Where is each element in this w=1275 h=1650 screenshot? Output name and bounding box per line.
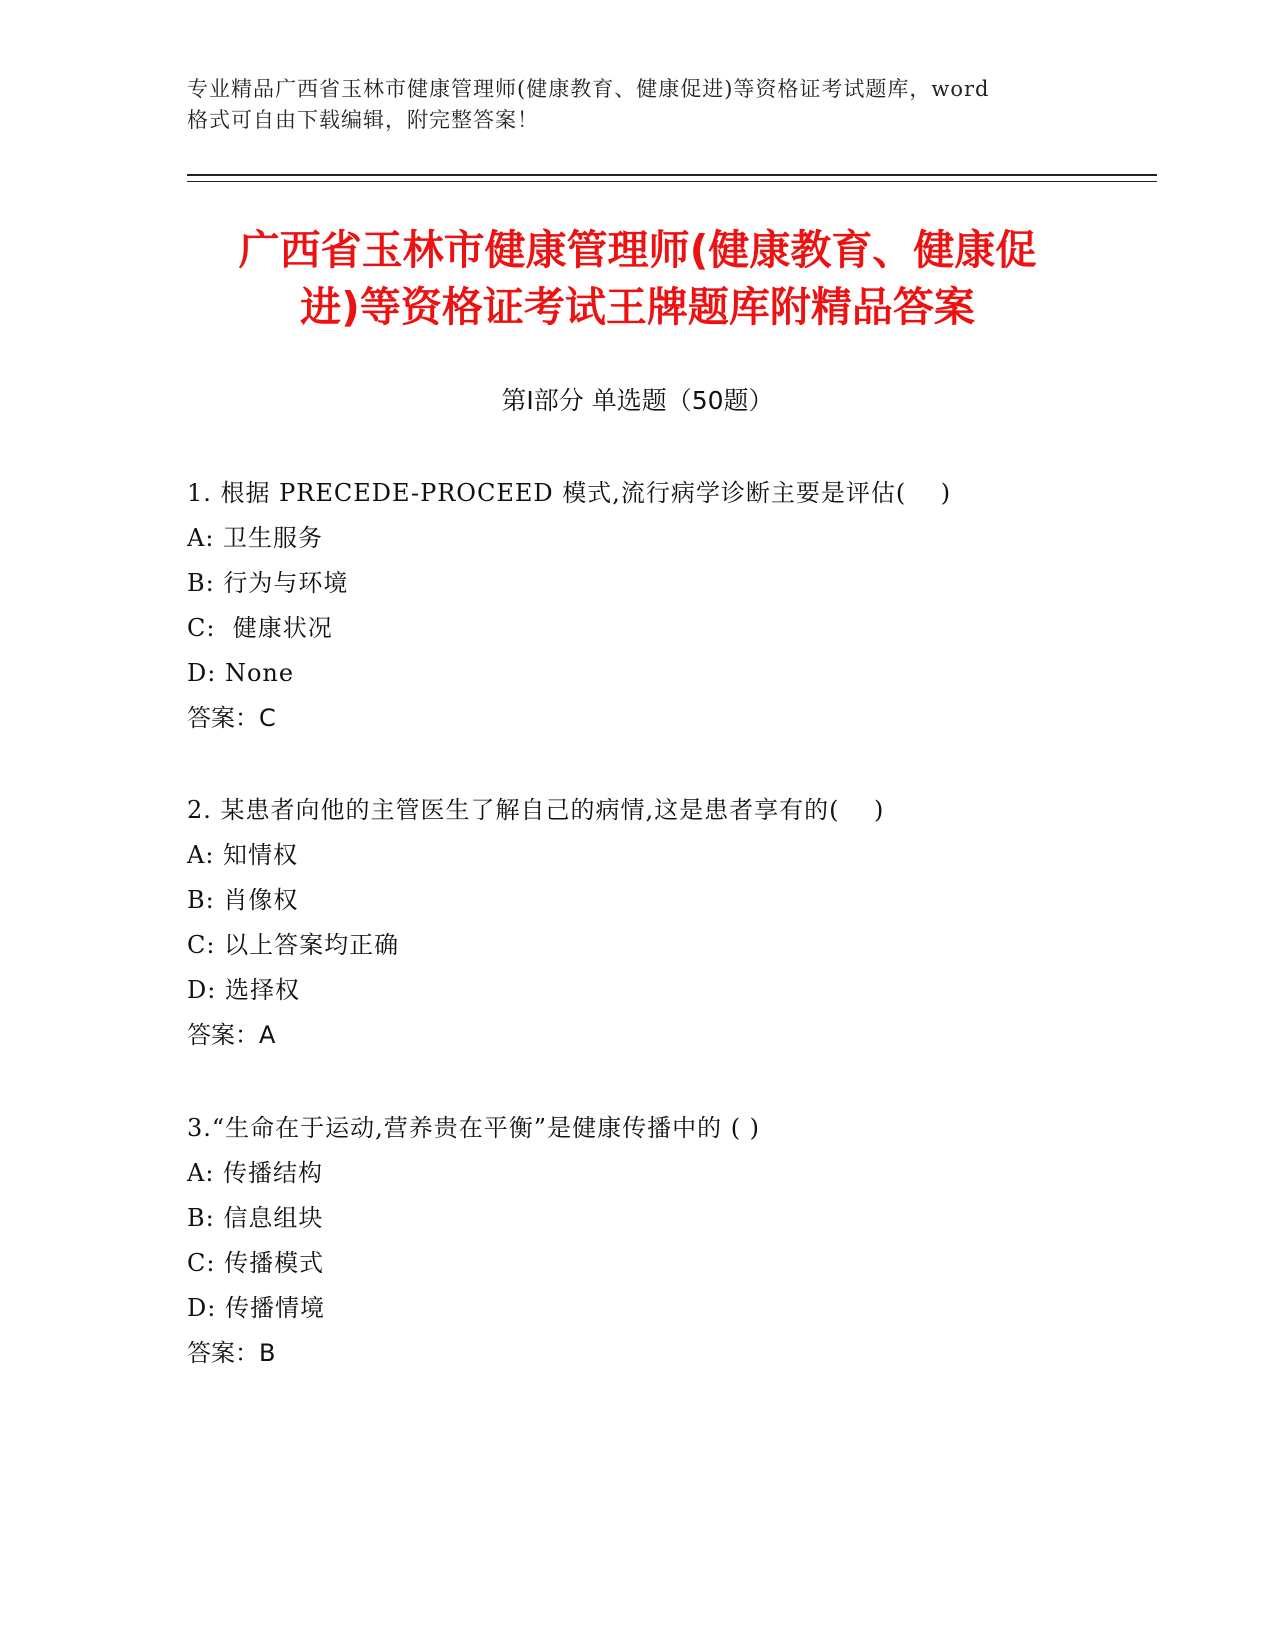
option-a: A: 知情权 <box>187 841 299 869</box>
option-d: D: 选择权 <box>187 976 300 1004</box>
document-title <box>150 222 1125 336</box>
option-c: C: 健康状况 <box>187 614 333 642</box>
question-stem: 2. 某患者向他的主管医生了解自己的病情,这是患者享有的( ) <box>187 796 885 824</box>
header-note <box>187 74 1087 136</box>
option-d: D: None <box>187 659 295 687</box>
answer: 答案：C <box>187 704 276 732</box>
option-c: C: 以上答案均正确 <box>187 931 400 959</box>
answer: 答案：B <box>187 1339 276 1367</box>
option-b: B: 信息组块 <box>187 1204 324 1232</box>
header-note-line-2: 格式可自由下载编辑，附完整答案！ <box>187 108 539 132</box>
answer: 答案：A <box>187 1021 276 1049</box>
option-c: C: 传播模式 <box>187 1249 325 1277</box>
question-stem: 1. 根据 PRECEDE-PROCEED 模式,流行病学诊断主要是评估( ) <box>187 479 952 507</box>
question-1 <box>187 471 1167 741</box>
header-divider-thin <box>187 181 1157 182</box>
option-a: A: 卫生服务 <box>187 524 324 552</box>
option-a: A: 传播结构 <box>187 1159 324 1187</box>
document-title-line-1: 广西省玉林市健康管理师(健康教育、健康促 <box>238 226 1037 274</box>
option-b: B: 肖像权 <box>187 886 299 914</box>
question-3 <box>187 1106 1167 1376</box>
header-divider-thick <box>187 174 1157 176</box>
question-stem: 3.“生命在于运动,营养贵在平衡”是健康传播中的 ( ) <box>187 1114 761 1142</box>
document-title-line-2: 进)等资格证考试王牌题库附精品答案 <box>300 283 975 331</box>
header-note-line-1: 专业精品广西省玉林市健康管理师(健康教育、健康促进)等资格证考试题库，word <box>187 77 990 101</box>
option-d: D: 传播情境 <box>187 1294 325 1322</box>
section-heading: 第Ⅰ部分 单选题（50题） <box>501 386 774 415</box>
question-2 <box>187 788 1167 1058</box>
option-b: B: 行为与环境 <box>187 569 349 597</box>
